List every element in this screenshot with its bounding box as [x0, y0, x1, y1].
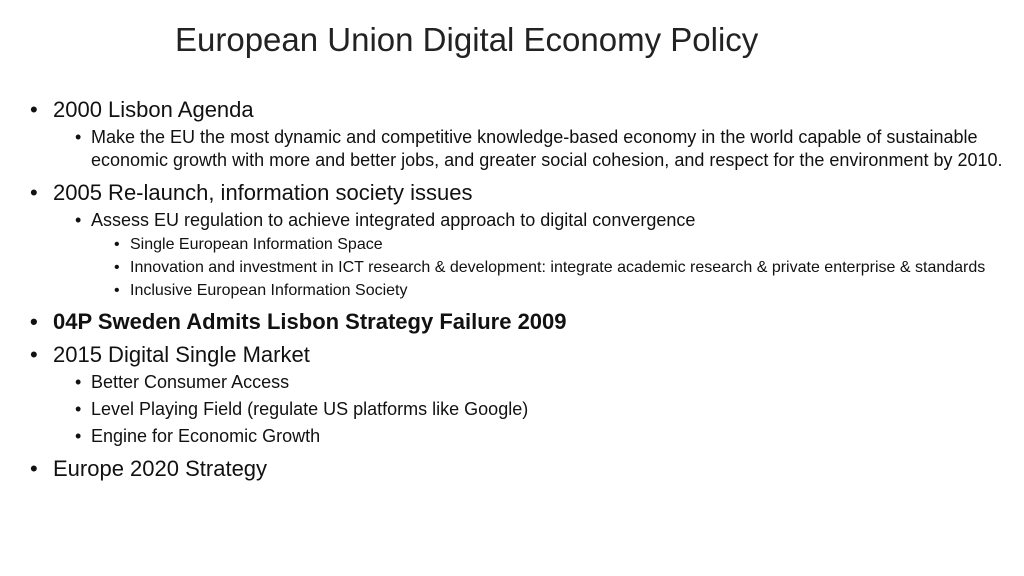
bullet-text: Innovation and investment in ICT research & development: integrate academic research & private enterprise & standards [130, 259, 986, 276]
sub-bullet-item-economic-growth [75, 425, 1010, 448]
bullet-item-europe-2020 [30, 454, 1010, 483]
sub-bullet-item-consumer-access [75, 371, 1010, 394]
sub-sub-bullet-item-inclusive [114, 281, 1010, 301]
bullet-icon: • [30, 309, 38, 334]
bullet-text: 2015 Digital Single Market [53, 342, 310, 367]
bullet-text: 2000 Lisbon Agenda [53, 97, 254, 122]
sub-bullet-item-lisbon-goal [75, 126, 1010, 172]
bullet-icon: • [75, 372, 82, 392]
bullet-icon: • [75, 399, 82, 419]
bullet-text: Better Consumer Access [91, 372, 290, 392]
bullet-text: Europe 2020 Strategy [53, 456, 268, 481]
sub-sub-bullet-item-innovation [114, 258, 1010, 278]
bullet-list [30, 92, 1010, 484]
bullet-text: 2005 Re-launch, information society issues [53, 180, 473, 205]
bullet-icon: • [75, 210, 82, 230]
bullet-icon: • [114, 259, 120, 276]
bullet-item-relaunch [30, 178, 1010, 207]
bullet-text: 04P Sweden Admits Lisbon Strategy Failure 2009 [53, 309, 567, 334]
bullet-text: Make the EU the most dynamic and competitive knowledge-based economy in the world capable of sustainable economic growth with more and better jobs, and greater social cohesion, and respect for the environment by 2010. [91, 127, 1003, 170]
bullet-icon: • [30, 180, 38, 205]
bullet-text: Assess EU regulation to achieve integrated approach to digital convergence [91, 210, 696, 230]
bullet-icon: • [114, 282, 120, 299]
bullet-icon: • [30, 456, 38, 481]
slide-title: European Union Digital Economy Policy [175, 21, 759, 58]
bullet-icon: • [75, 426, 82, 446]
sub-bullet-item-assess-regulation [75, 209, 1010, 232]
bullet-item-digital-single-market [30, 340, 1010, 369]
bullet-icon: • [75, 127, 82, 147]
bullet-text: Engine for Economic Growth [91, 426, 321, 446]
bullet-icon: • [114, 236, 120, 253]
bullet-text: Single European Information Space [130, 236, 383, 253]
bullet-text: Inclusive European Information Society [130, 282, 408, 299]
bullet-text: Level Playing Field (regulate US platforms like Google) [91, 399, 529, 419]
bullet-icon: • [30, 97, 38, 122]
bullet-item-lisbon-agenda [30, 95, 1010, 124]
bullet-icon: • [30, 342, 38, 367]
sub-sub-bullet-item-info-space [114, 235, 1010, 255]
sub-bullet-item-level-playing-field [75, 398, 1010, 421]
bullet-item-sweden-failure [30, 307, 1010, 336]
